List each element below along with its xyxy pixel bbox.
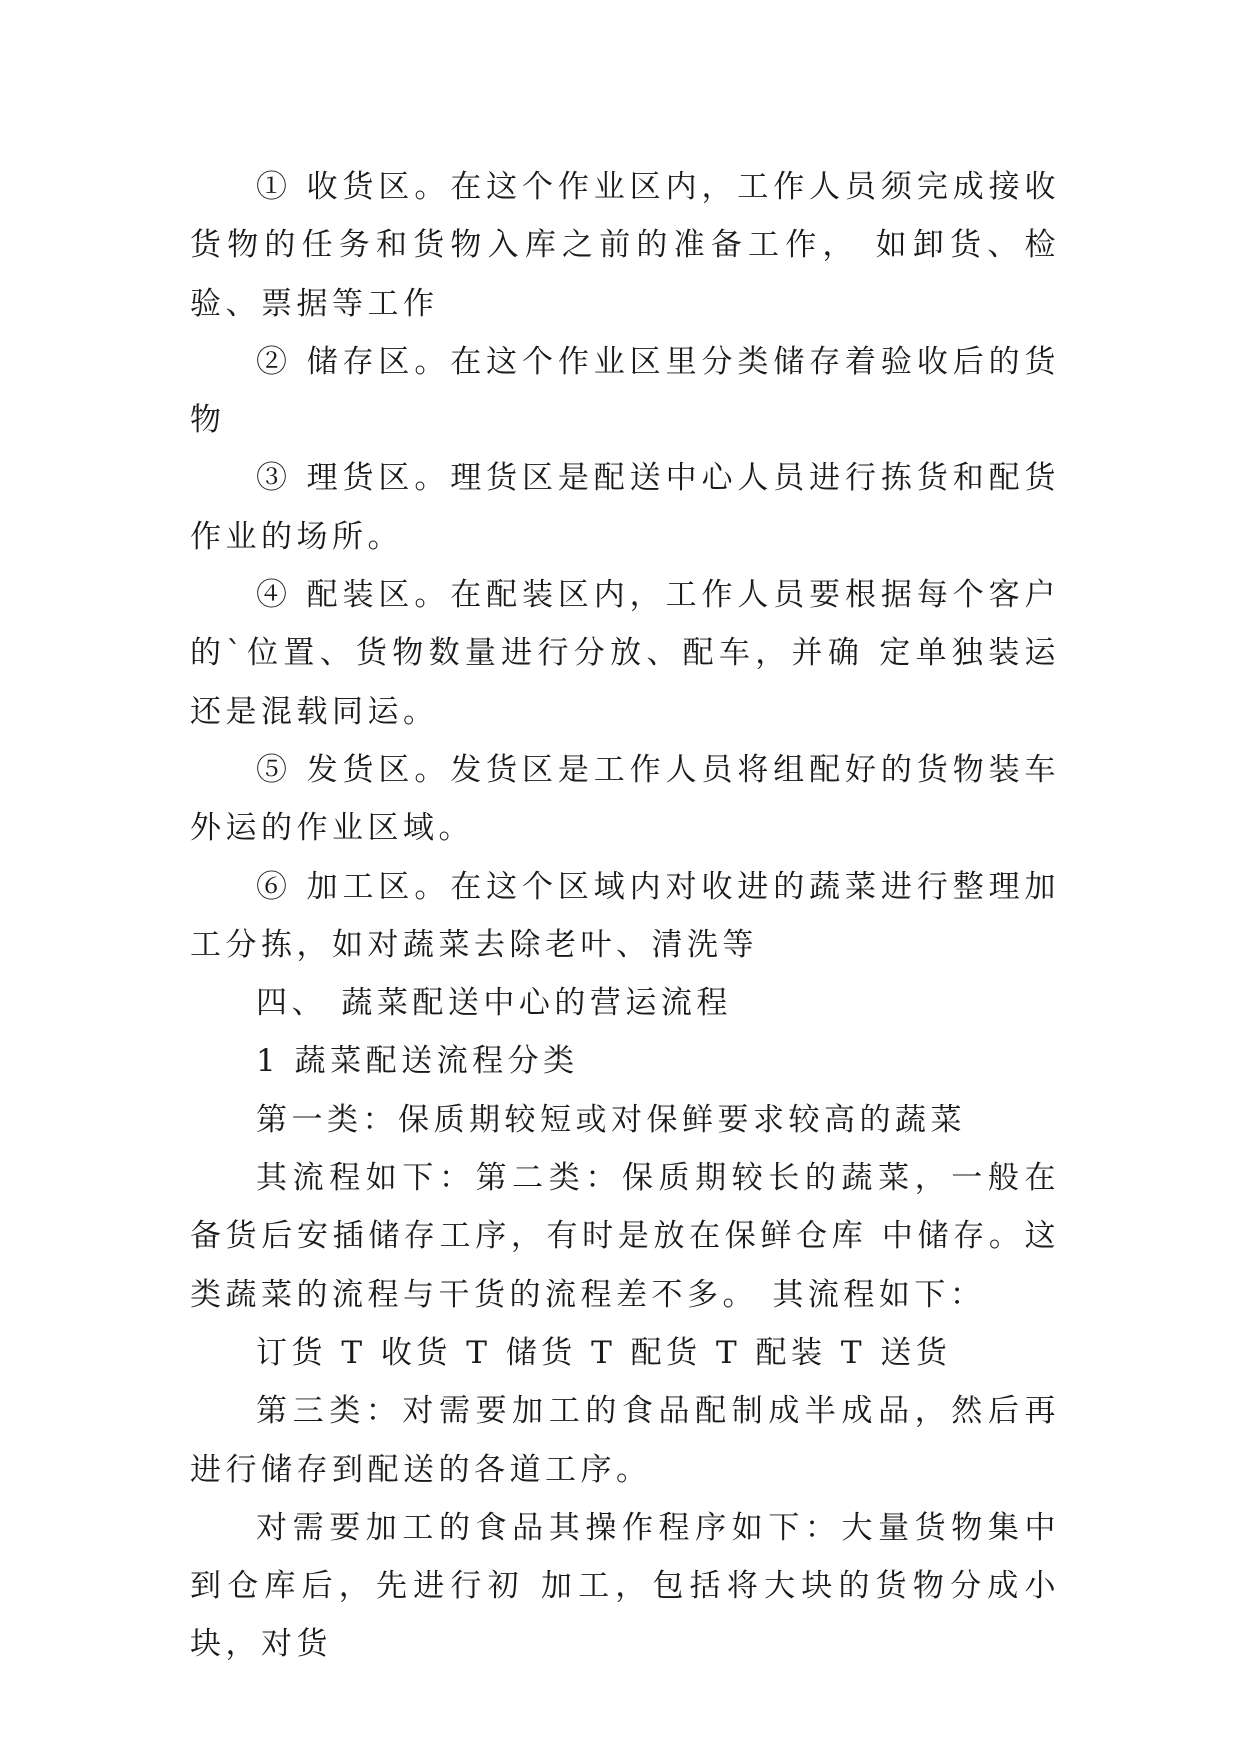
paragraph-processing-procedure: 对需要加工的食品其操作程序如下：大量货物集中到仓库后，先进行初 加工，包括将大块的货物分成小块，对货: [190, 1509, 1060, 1663]
document-body: [190, 158, 1060, 1674]
paragraph-category-one: 第一类：保质期较短或对保鲜要求较高的蔬菜: [256, 1101, 966, 1138]
paragraph-flow-sequence: 订货 T 收货 T 储货 T 配货 T 配装 T 送货: [256, 1334, 952, 1371]
paragraph-sorting-area: ③ 理货区。理货区是配送中心人员进行拣货和配货作业的场所。: [190, 460, 1060, 555]
paragraph-receiving-area: ① 收货区。在这个作业区内，工作人员须完成接收货物的任务和货物入库之前的准备工作， 如卸货、检验、票据等工作: [190, 169, 1060, 322]
paragraph-shipping-area: ⑤ 发货区。发货区是工作人员将组配好的货物装车外运的作业区域。: [190, 751, 1060, 847]
paragraph-category-three: 第三类：对需要加工的食品配制成半成品，然后再进行储存到配送的各道工序。: [190, 1393, 1060, 1488]
paragraph-processing-area: ⑥ 加工区。在这个区域内对收进的蔬菜进行整理加工分拣，如对蔬菜去除老叶、清洗等: [190, 868, 1060, 963]
paragraph-category-two: 其流程如下：第二类：保质期较长的蔬菜，一般在备货后安插储存工序，有时是放在保鲜仓库 中储存。这类蔬菜的流程与干货的流程差不多。 其流程如下：: [190, 1160, 1060, 1313]
paragraph-assembly-area: ④ 配装区。在配装区内，工作人员要根据每个客户的`位置、货物数量进行分放、配车，并确 定单独装运还是混载同运。: [190, 577, 1060, 730]
section-heading: 四、 蔬菜配送中心的营运流程: [256, 985, 732, 1022]
paragraph-storage-area: ② 储存区。在这个作业区里分类储存着验收后的货物: [190, 343, 1060, 439]
subsection-heading: 1 蔬菜配送流程分类: [256, 1043, 579, 1080]
